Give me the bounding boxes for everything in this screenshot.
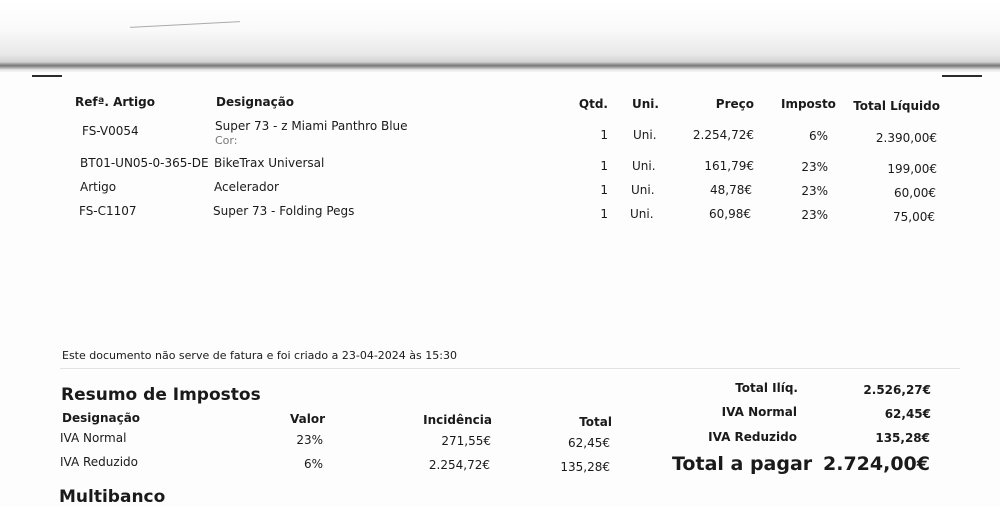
multibanco-title: Multibanco [59,487,166,507]
tax-row-designacao: IVA Reduzido [60,455,138,469]
row-total: 199,00€ [887,162,937,176]
row-imposto: 23% [801,160,828,174]
tax-row-total: 135,28€ [560,460,610,474]
row-uni: Uni. [632,159,656,173]
col-header-imposto: Imposto [781,97,836,111]
tax-col-header-total: Total [579,415,612,429]
col-header-qtd: Qtd. [578,97,608,111]
tax-row-valor: 23% [296,433,323,447]
iva-normal-value: 62,45€ [884,407,931,421]
tax-row-total: 62,45€ [568,436,610,450]
row-uni: Uni. [633,128,657,142]
row-subtext: Cor: [215,134,238,147]
tax-row-designacao: IVA Normal [60,431,127,445]
row-ref: BT01-UN05-0-365-DE [80,156,209,170]
row-designacao: Acelerador [214,180,279,194]
total-a-pagar-label: Total a pagar [672,453,813,475]
col-header-ref: Refª. Artigo [75,95,155,109]
divider [60,368,960,369]
tax-row-incidencia: 2.254,72€ [428,458,490,472]
row-preco: 161,79€ [704,159,754,173]
tax-summary-title: Resumo de Impostos [61,385,261,405]
row-total: 60,00€ [894,186,936,200]
row-total: 2.390,00€ [875,131,937,145]
row-qtd: 1 [600,207,608,221]
col-header-preco: Preço [715,97,754,111]
iva-reduzido-value: 135,28€ [875,431,930,445]
tax-col-header-incidencia: Incidência [423,413,492,427]
row-imposto: 6% [808,129,828,143]
total-a-pagar-value: 2.724,00€ [823,453,930,475]
tax-row-incidencia: 271,55€ [441,434,491,448]
scan-mark [32,75,62,77]
row-preco: 48,78€ [710,183,752,197]
col-header-uni: Uni. [632,97,659,111]
row-ref: FS-V0054 [82,124,139,138]
row-designacao: Super 73 - Folding Pegs [213,204,355,218]
scan-mark [942,75,982,77]
row-designacao: Super 73 - z Miami Panthro Blue [215,119,408,133]
col-header-designacao: Designação [216,95,295,109]
scan-shadow-line [0,62,1000,70]
row-imposto: 23% [801,184,828,198]
tax-row-valor: 6% [303,457,323,471]
row-total: 75,00€ [893,210,935,224]
row-imposto: 23% [801,208,828,222]
iva-reduzido-label: IVA Reduzido [708,430,797,444]
tax-col-header-designacao: Designação [62,411,141,425]
row-designacao: BikeTrax Universal [214,156,325,170]
total-liquido-value: 2.526,27€ [863,383,931,397]
row-ref: FS-C1107 [79,204,137,218]
total-liquido-label: Total Ilíq. [735,381,798,395]
row-qtd: 1 [600,128,608,142]
row-uni: Uni. [631,183,655,197]
row-qtd: 1 [600,183,608,197]
row-ref: Artigo [80,180,117,194]
document-note: Este documento não serve de fatura e foi criado a 23-04-2024 às 15:30 [62,349,457,362]
col-header-total: Total Líquido [853,99,940,113]
row-preco: 60,98€ [709,207,751,221]
iva-normal-label: IVA Normal [721,405,797,419]
tax-col-header-valor: Valor [289,412,325,426]
row-uni: Uni. [630,207,654,221]
row-preco: 2.254,72€ [692,128,754,142]
row-qtd: 1 [600,159,608,173]
